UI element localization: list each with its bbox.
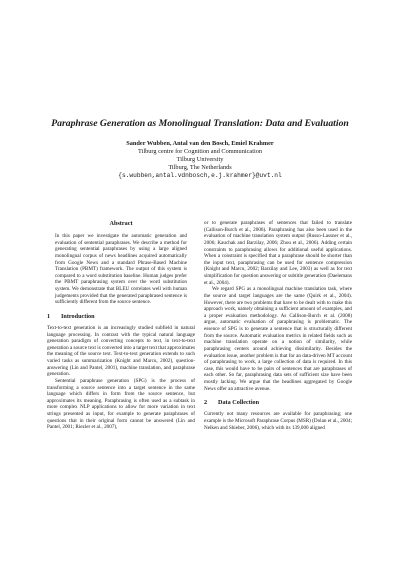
section-number: 1 xyxy=(47,312,51,320)
section-title: Data Collection xyxy=(218,399,260,407)
intro-paragraph-2: Sentential paraphrase generation (SPG) is the process of transforming a source sentence into a target sentence in the same language which differs in form from the source sentence, but approximates its meaning. Paraphrasing is often used as a subtask in more complex NLP applications to allow for more variation in text strings presented as input, for example to generate paraphrases of questions that in their original form cannot be answered (Lin and Pantel, 2001; Riezler et al., 2007), xyxy=(47,377,195,431)
intro-paragraph-1: Text-to-text generation is an increasingly studied subfield in natural language processing. In contrast with the typical natural language generation paradigm of converting concepts to text, in text-to-text generation a source text is converted into a target text that approximates the meaning of the source text. Text-to-text generation extends to such varied tasks as summarization (Knight and Marcu, 2002), question-answering (Lin and Pantel, 2001), machine translation, and paraphrase generation. xyxy=(47,324,195,378)
paper-header xyxy=(0,118,400,180)
intro-paragraph-4: We regard SPG as a monolingual machine translation task, where the source and target languages are the same (Quirk et al., 2004). However, there are two problems that have to be dealt with to make this approach work, namely obtaining a sufficient amount of examples, and a proper evaluation methodology. As Callison-Burch et al. (2008) argue, automatic evaluation of paraphrasing is problematic. The essence of SPG is to generate a sentence that is structurally different from the source. Automatic evaluation metrics in related fields such as machine translation operate on a notion of similarity, while paraphrasing centers around achieving dissimilarity. Besides the evaluation issue, another problem is that for an data-driven MT account of paraphrasing to work, a large collection of data is required. In this case, this would have to be pairs of sentences that are paraphrases of each other. So far, paraphrasing data sets of sufficient size have been mostly lacking. We argue that the headlines aggregated by Google News offer an attractive avenue. xyxy=(204,286,352,392)
paper-title: Paraphrase Generation as Monolingual Translation: Data and Evaluation xyxy=(51,118,349,129)
right-column xyxy=(204,220,352,431)
affiliation-line-2: Tilburg University xyxy=(176,156,224,163)
author-list: Sander Wubben, Antal van den Bosch, Emiel Krahmer xyxy=(126,140,274,147)
intro-paragraph-3: or to generate paraphrases of sentences that failed to translate (Callison-Burch et al., 2006). Paraphrasing has also been used in the evaluation of machine translation system output (Russo-Lassner et al., 2006; Kauchak and Barzilay, 2006; Zhou et al., 2006). Adding certain constraints to paraphrasing allows for additional useful applications. When a constraint is specified that a paraphrase should be shorter than the input text, paraphrasing can be used for sentence compression (Knight and Marcu, 2002; Barzilay and Lee, 2003) as well as for text simplification for question answering or subtitle generation (Daelemans et al., 2004). xyxy=(204,220,352,286)
section-heading-data-collection xyxy=(204,399,352,407)
affiliation-line-3: Tilburg, The Netherlands xyxy=(168,164,232,171)
left-column xyxy=(47,220,195,431)
abstract-text: In this paper we investigate the automatic generation and evaluation of sentential paraphrases. We describe a method for generating sentential paraphrases by using a large aligned monolingual corpus of news headlines acquired automatically from Google News and a standard Phrase-Based Machine Translation (PBMT) framework. The output of this system is compared to a word substitution baseline. Human judges prefer the PBMT paraphrasing system over the word substitution system. We demonstrate that BLEU correlates well with human judgements provided that the generated paraphrased sentence is sufficiently different from the source sentence. xyxy=(55,233,187,306)
section-title: Introduction xyxy=(61,312,95,320)
data-collection-paragraph-1: Currently not many resources are available for paraphrasing; one example is the Microsoft Paraphrase Corpus (MSR) (Dolan et al., 2004; Nelken and Shieber, 2006), which with its 139,000 aligned xyxy=(204,411,352,431)
author-emails: {s.wubben,antal.vdnbosch,e.j.krahmer}@uvt.nl xyxy=(118,172,282,179)
abstract-heading: Abstract xyxy=(109,220,133,227)
affiliation-line-1: Tilburg centre for Cognition and Communication xyxy=(137,148,262,155)
section-number: 2 xyxy=(204,399,208,407)
section-heading-introduction xyxy=(47,313,195,321)
